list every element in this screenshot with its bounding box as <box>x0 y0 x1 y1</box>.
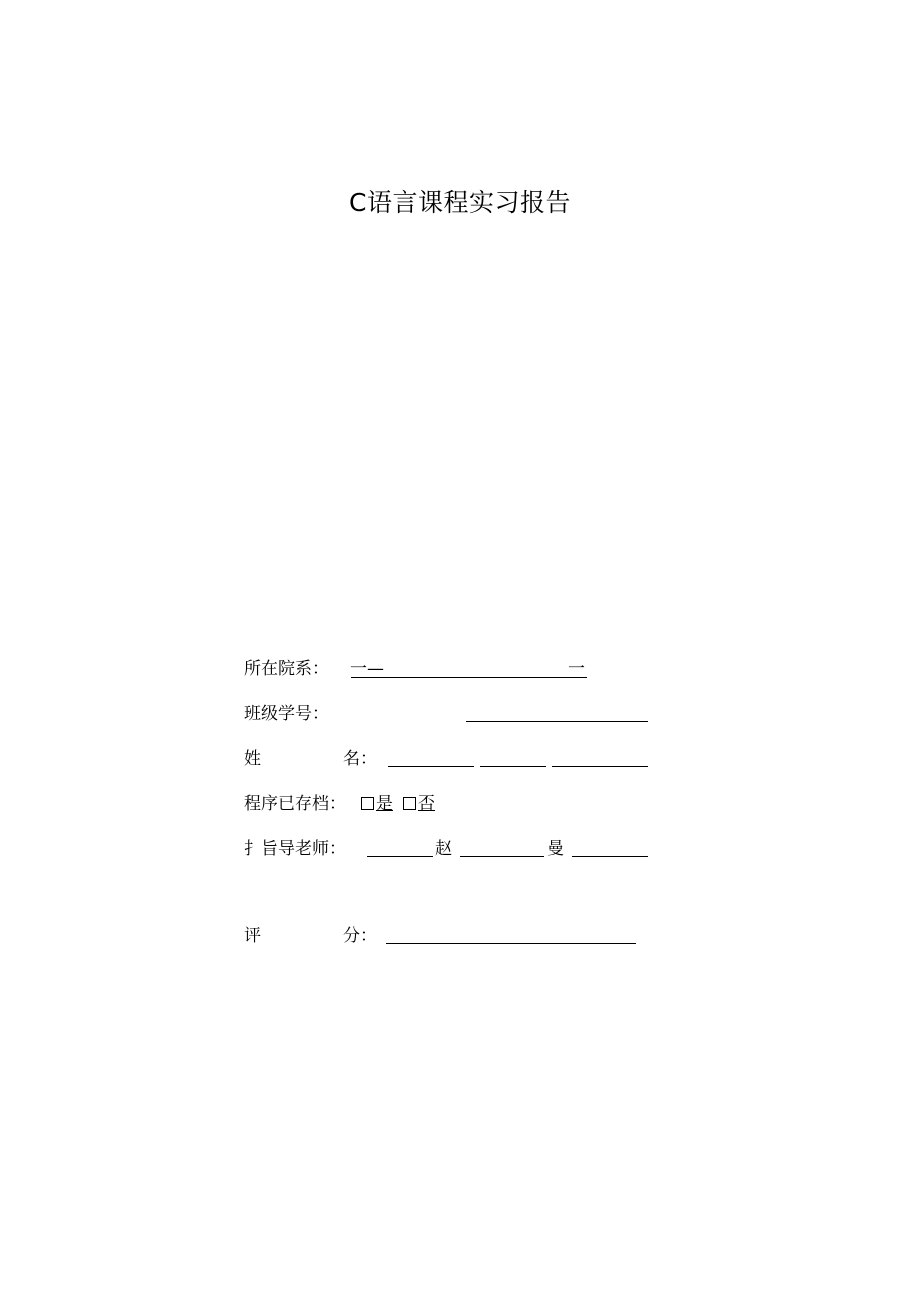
archived-no-label: 否 <box>418 794 435 814</box>
archived-label: 程序已存档： <box>244 794 346 814</box>
advisor-label: 扌旨导老师： <box>244 839 346 859</box>
class-id-field[interactable] <box>466 721 648 722</box>
department-row <box>244 657 664 681</box>
archived-row <box>244 792 664 816</box>
department-field[interactable] <box>351 677 587 678</box>
score-field[interactable] <box>386 943 636 944</box>
advisor-row <box>244 837 664 861</box>
advisor-char-2: 曼 <box>547 839 564 859</box>
department-dash-left: 一— <box>350 659 384 679</box>
score-label-right: 分： <box>343 926 377 946</box>
archived-yes-checkbox[interactable] <box>361 797 374 810</box>
score-row <box>244 924 664 948</box>
advisor-field-part-3[interactable] <box>572 856 648 857</box>
name-field-part-3[interactable] <box>552 766 648 767</box>
name-field-part-1[interactable] <box>388 766 474 767</box>
name-label-right: 名： <box>343 749 377 769</box>
advisor-char-1: 赵 <box>435 839 452 859</box>
score-label-left: 评 <box>244 926 261 946</box>
archived-no-checkbox[interactable] <box>403 797 416 810</box>
class-id-row <box>244 702 664 726</box>
advisor-field-part-1[interactable] <box>367 856 433 857</box>
class-id-label: 班级学号： <box>244 704 329 724</box>
report-title: C语言课程实习报告 <box>349 188 571 217</box>
department-label: 所在院系： <box>244 659 329 679</box>
archived-options <box>361 792 435 816</box>
name-field-part-2[interactable] <box>480 766 546 767</box>
name-label-left: 姓 <box>244 749 261 769</box>
department-dash-right: 一 <box>568 659 585 679</box>
name-row <box>244 747 664 771</box>
advisor-field-part-2[interactable] <box>460 856 544 857</box>
archived-yes-label: 是 <box>376 794 393 814</box>
